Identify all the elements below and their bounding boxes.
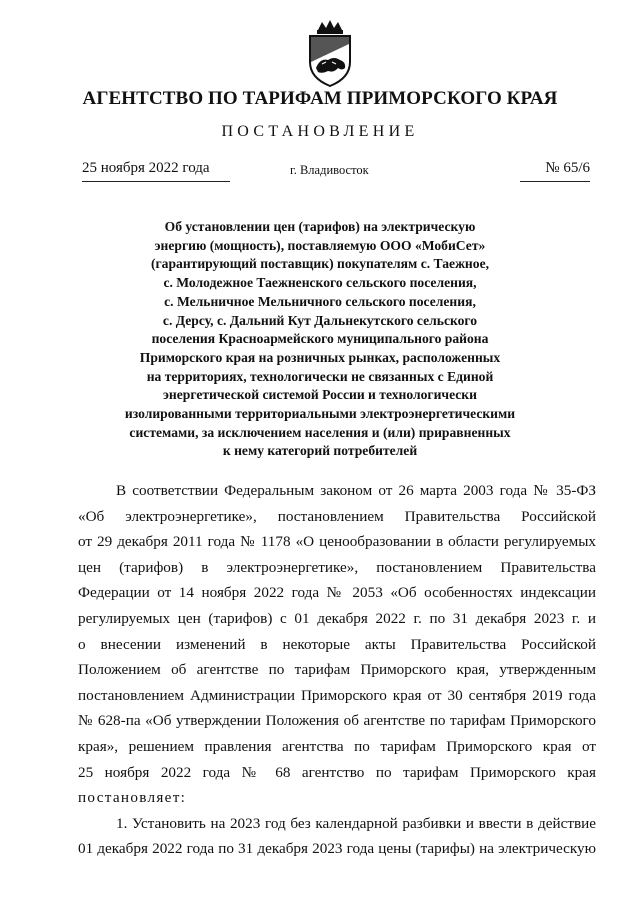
- subject-line: на территориях, технологически не связанных с Единой: [146, 368, 494, 384]
- document-date: 25 ноября 2022 года: [82, 160, 230, 182]
- body-line: В соответствии Федеральным законом от 26 марта 2003 года № 35-ФЗ: [116, 482, 596, 499]
- body-line: регулируемых цен (тарифов) с 01 декабря 2022 г. по 31 декабря 2023 г. и: [78, 609, 596, 627]
- body-line: 1. Установить на 2023 год без календарной разбивки и ввести в действие: [116, 814, 596, 832]
- agency-title: АГЕНТСТВО ПО ТАРИФАМ ПРИМОРСКОГО КРАЯ: [82, 88, 558, 109]
- document-city: г. Владивосток: [290, 163, 369, 177]
- subject-line: изолированными территориальными электроэнергетическими: [124, 406, 516, 422]
- body-line: 25 ноября 2022 года № 68 агентство по тарифам Приморского края: [78, 763, 596, 781]
- subject-line: Об установлении цен (тарифов) на электрическую: [164, 219, 476, 234]
- body-line: о внесении изменений в некоторые акты Правительства Российской: [78, 635, 596, 653]
- body-line: Положением об агентстве по тарифам Приморского края, утвержденным: [78, 661, 596, 679]
- subject-line: поселения Красноармейского муниципального района: [151, 331, 489, 347]
- subject-line: с. Дерсу, с. Дальний Кут Дальнекутского сельского: [162, 312, 478, 328]
- body-line: цен (тарифов) в электроэнергетике», постановлением Правительства: [78, 558, 596, 576]
- document-subject: [0, 218, 640, 461]
- body-line: № 628-па «Об утверждении Положения об агентстве по тарифам Приморского: [78, 712, 596, 730]
- subject-line: энергию (мощность), поставляемую ООО «МобиСет»: [154, 237, 486, 253]
- document-number: № 65/6: [520, 160, 590, 182]
- subject-line: энергетической системой России и технологически: [163, 387, 477, 403]
- document-body: [78, 478, 596, 862]
- document-type: ПОСТАНОВЛЕНИЕ: [221, 123, 419, 140]
- body-line: 01 декабря 2022 года по 31 декабря 2023 года цены (тарифы) на электрическую: [78, 840, 596, 858]
- body-line: Федерации от 14 ноября 2022 года № 2053 «Об особенностях индексации: [78, 584, 596, 602]
- body-line: постановляет:: [78, 789, 187, 807]
- body-line: от 29 декабря 2011 года № 1178 «О ценообразовании в области регулируемых: [78, 533, 596, 551]
- subject-line: с. Молодежное Таежненского сельского поселения,: [163, 275, 477, 291]
- coat-of-arms-icon: [298, 18, 362, 88]
- body-line: края», решением правления агентства по тарифам Приморского края от: [78, 737, 596, 755]
- subject-line: к нему категорий потребителей: [222, 443, 418, 459]
- body-line: «Об электроэнергетике», постановлением Правительства Российской: [78, 507, 596, 525]
- subject-line: системами, за исключением населения и (или) приравненных: [129, 424, 511, 440]
- subject-line: с. Мельничное Мельничного сельского поселения,: [164, 293, 476, 309]
- subject-line: Приморского края на розничных рынках, расположенных: [139, 349, 501, 365]
- subject-line: (гарантирующий поставщик) покупателям с. Таежное,: [150, 256, 489, 272]
- body-line: постановлением Администрации Приморского края от 30 сентября 2019 года: [78, 686, 596, 704]
